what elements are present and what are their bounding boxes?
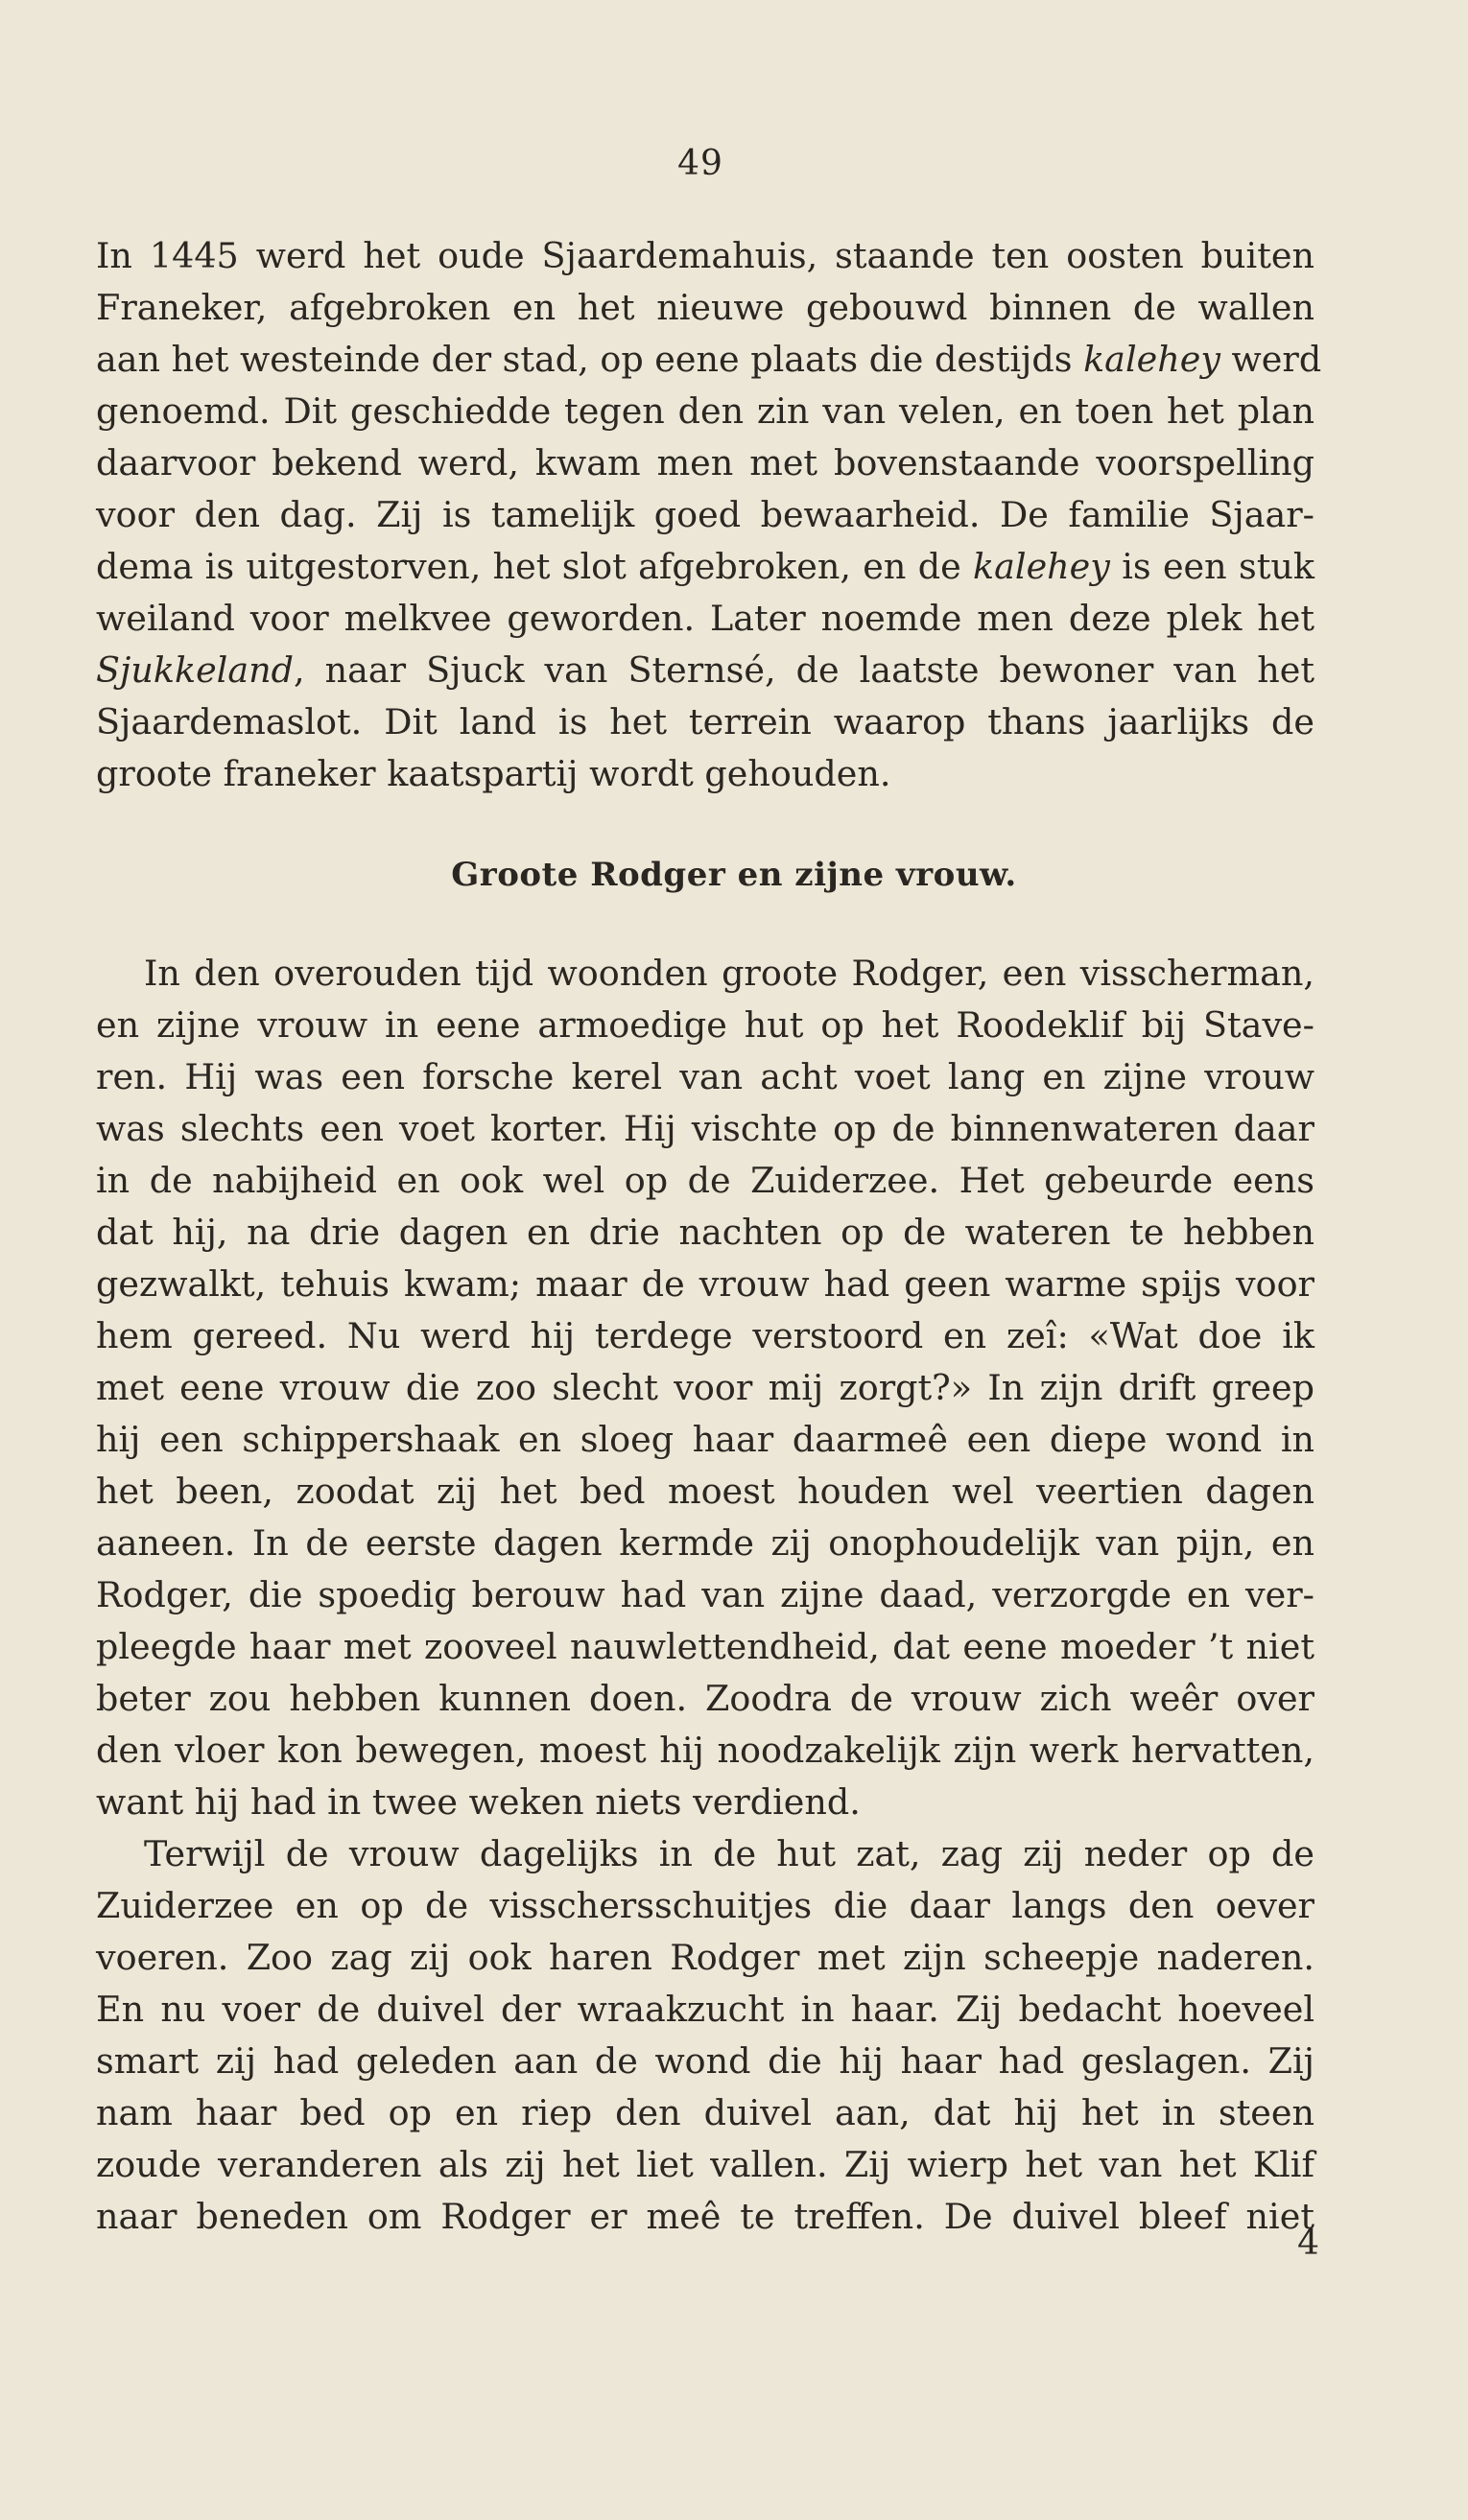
text-line: Rodger, die spoedig berouw had van zijne daad, verzorgde en ver- (96, 1574, 1314, 1615)
text-line: het been, zoodat zij het bed moest houden wel veertien dagen (96, 1471, 1314, 1512)
text-line: was slechts een voet korter. Hij vischte op de binnenwateren daar (96, 1108, 1314, 1149)
text-line: voor den dag. Zij is tamelijk goed bewaarheid. De familie Sjaar- (96, 494, 1314, 535)
text-line: hem gereed. Nu werd hij terdege verstoord en zeî: «Wat doe ik (96, 1315, 1314, 1356)
section-heading: Groote Rodger en zijne vrouw. (451, 856, 1017, 894)
text-line: smart zij had geleden aan de wond die hij haar had geslagen. Zij (96, 2040, 1314, 2082)
text-line: gezwalkt, tehuis kwam; maar de vrouw had geen warme spijs voor (96, 1263, 1314, 1305)
text-line: want hij had in twee weken niets verdiend. (96, 1781, 861, 1823)
text-line: met eene vrouw die zoo slecht voor mij zorgt?» In zijn drift greep (96, 1367, 1314, 1408)
text-line: groote franeker kaatspartij wordt gehouden. (96, 753, 891, 794)
page-number: 49 (677, 144, 723, 183)
italic-term: Sjukkeland (96, 649, 294, 691)
text-line: Sjaardemaslot. Dit land is het terrein waarop thans jaarlijks de (96, 701, 1314, 742)
text-line: pleegde haar met zooveel nauwlettendheid, dat eene moeder ’t niet (96, 1626, 1314, 1667)
text-line: In 1445 werd het oude Sjaardemahuis, staande ten oosten buiten (96, 235, 1314, 276)
text-line: nam haar bed op en riep den duivel aan, dat hij het in steen (96, 2092, 1314, 2133)
italic-term: kalehey (1083, 339, 1220, 380)
text-line: Zuiderzee en op de visschersschuitjes die daar langs den oever (96, 1885, 1314, 1926)
paragraph-sjaardemahuis (96, 230, 1322, 800)
text-line: en zijne vrouw in eene armoedige hut op het Roodeklif bij Stave- (96, 1004, 1314, 1046)
text-line: aan het westeinde der stad, op eene plaats die destijds kalehey werd (96, 339, 1322, 380)
text-line: daarvoor bekend werd, kwam men met bovenstaande voorspelling (96, 442, 1314, 483)
signature-mark: 4 (1297, 2224, 1319, 2263)
text-line: voeren. Zoo zag zij ook haren Rodger met zijn scheepje naderen. (96, 1937, 1314, 1978)
paragraph-rodger-intro (96, 948, 1314, 1828)
text-line: dat hij, na drie dagen en drie nachten op de wateren te hebben (96, 1212, 1314, 1253)
text-line: En nu voer de duivel der wraakzucht in haar. Zij bedacht hoeveel (96, 1989, 1314, 2030)
text-line: beter zou hebben kunnen doen. Zoodra de vrouw zich weêr over (96, 1678, 1314, 1719)
text-line: weiland voor melkvee geworden. Later noemde men deze plek het (96, 598, 1314, 639)
text-line: in de nabijheid en ook wel op de Zuiderzee. Het gebeurde eens (96, 1160, 1314, 1201)
text-line: In den overouden tijd woonden groote Rodger, een visscherman, (144, 953, 1314, 994)
text-line: naar beneden om Rodger er meê te treffen. De duivel bleef niet (96, 2196, 1314, 2237)
paragraph-rodger-revenge (96, 1828, 1314, 2243)
text-line: dema is uitgestorven, het slot afgebroken, en de kalehey is een stuk (96, 546, 1314, 587)
text-line: Sjukkeland, naar Sjuck van Sternsé, de laatste bewoner van het (96, 649, 1314, 691)
text-line: hij een schippershaak en sloeg haar daarmeê een diepe wond in (96, 1419, 1314, 1460)
text-line: ren. Hij was een forsche kerel van acht voet lang en zijne vrouw (96, 1056, 1314, 1097)
text-line: den vloer kon bewegen, moest hij noodzakelijk zijn werk hervatten, (96, 1730, 1314, 1771)
text-line: Franeker, afgebroken en het nieuwe gebouwd binnen de wallen (96, 287, 1314, 328)
text-line: genoemd. Dit geschiedde tegen den zin van velen, en toen het plan (96, 390, 1314, 432)
text-line: zoude veranderen als zij het liet vallen. Zij wierp het van het Klif (96, 2144, 1314, 2185)
text-line: Terwijl de vrouw dagelijks in de hut zat, zag zij neder op de (144, 1833, 1314, 1874)
italic-term: kalehey (973, 546, 1110, 587)
text-line: aaneen. In de eerste dagen kermde zij onophoudelijk van pijn, en (96, 1522, 1314, 1564)
